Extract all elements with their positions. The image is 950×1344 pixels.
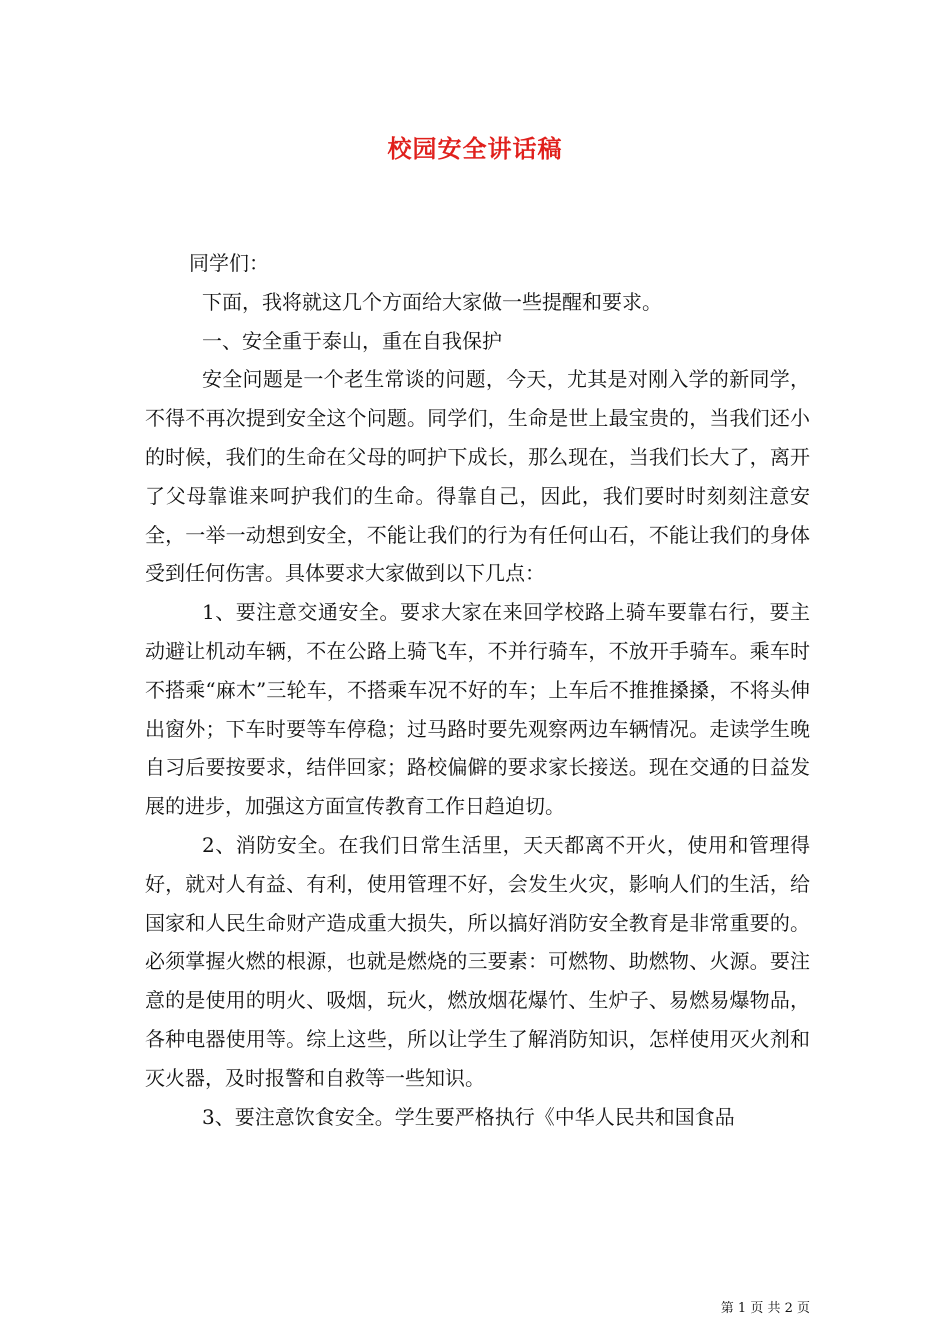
paragraph-traffic-safety: 1、要注意交通安全。要求大家在来回学校路上骑车要靠右行，要主动避让机动车辆，不在公路上骑飞车，不并行骑车，不放开手骑车。乘车时不搭乘“麻木”三轮车，不搭乘车况不好的车；上车后不推推搡搡，不将头伸出窗外；下车时要等车停稳；过马路时要先观察两边车辆情况。走读学生晚自习后要按要求，结伴回家；路校偏僻的要求家长接送。现在交通的日益发展的进步，加强这方面宣传教育工作日趋迫切。 <box>145 600 810 819</box>
paragraph-safety-intro: 安全问题是一个老生常谈的问题，今天，尤其是对刚入学的新同学，不得不再次提到安全这个问题。同学们，生命是世上最宝贵的，当我们还小的时候，我们的生命在父母的呵护下成长，那么现在，当我们长大了，离开了父母靠谁来呵护我们的生命。得靠自己，因此，我们要时时刻刻注意安全，一举一动想到安全，不能让我们的行为有任何山石，不能让我们的身体受到任何伤害。具体要求大家做到以下几点： <box>145 367 810 586</box>
paragraph-fire-safety: 2、消防安全。在我们日常生活里，天天都离不开火，使用和管理得好，就对人有益、有利，使用管理不好，会发生火灾，影响人们的生活，给国家和人民生命财产造成重大损失，所以搞好消防安全教育是非常重要的。必须掌握火燃的根源，也就是燃烧的三要素：可燃物、助燃物、火源。要注意的是使用的明火、吸烟，玩火，燃放烟花爆竹、生炉子、易燃易爆物品，各种电器使用等。综上这些，所以让学生了解消防知识，怎样使用灭火剂和灭火器，及时报警和自救等一些知识。 <box>145 832 810 1090</box>
document-title: 校园安全讲话稿 <box>387 134 563 163</box>
section-heading: 一、安全重于泰山，重在自我保护 <box>202 328 502 353</box>
intro-paragraph: 下面，我将就这几个方面给大家做一些提醒和要求。 <box>202 289 662 314</box>
document-body <box>145 244 810 1136</box>
greeting: 同学们： <box>189 251 269 275</box>
page-footer: 第 1 页 共 2 页 <box>720 1301 810 1316</box>
paragraph-food-safety: 3、要注意饮食安全。学生要严格执行《中华人民共和国食品 <box>202 1104 735 1129</box>
